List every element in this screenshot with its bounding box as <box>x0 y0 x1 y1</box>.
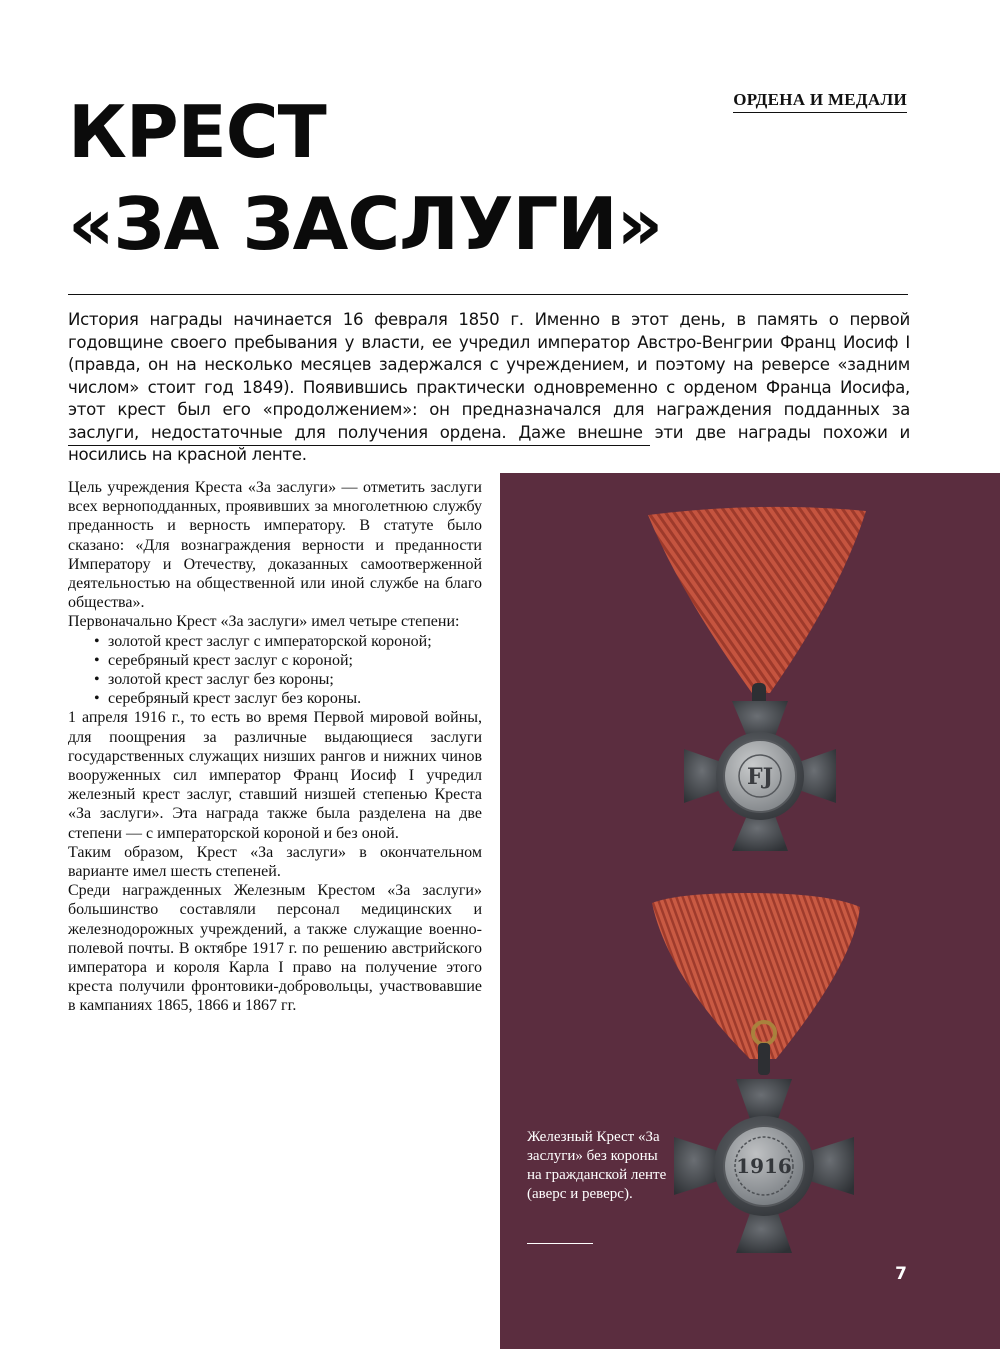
body-paragraph-5: Среди награжденных Железным Крестом «За заслуги» большинство составляли персонал медицинских и железнодорожных учреждений, а также служащие военно-полевой почты. В октябре 1917 г. по решению австрийского императора и короля Карла I право на получение этого креста получили фронтовики-добровольцы, участвовавшие в кампаниях 1865, 1866 и 1867 гг. <box>68 882 482 1015</box>
ribbon-shape <box>648 507 866 693</box>
body-paragraph-1: Цель учреждения Креста «За заслуги» — отметить заслуги всех верноподданных, проявивших за многолетнюю службу преданность и верность императору. В статуте было сказано: «Для вознаграждения верности и преданности Императору и Отечеству, доказанных самоотверженной деятельностью на общественной или иной службе на благо общества». <box>68 479 482 612</box>
body-paragraph-4: Таким образом, Крест «За заслуги» в окончательном варианте имел шесть степеней. <box>68 843 482 881</box>
iron-cross-reverse <box>674 1079 854 1253</box>
caption-underline <box>527 1243 593 1244</box>
medal-reverse-image <box>648 893 868 1293</box>
list-item: • золотой крест заслуг без короны; <box>96 670 482 689</box>
lead-paragraph: История награды начинается 16 февраля 1850 г. Именно в этот день, в память о первой годовщине своего пребывания у власти, ее учредил император Австро-Венгрии Франц Иосиф I (правда, он на несколько месяцев задержался с учреждением, и поэтому на реверсе «задним числом» стоит год 1849). Появившись практически одновременно с орденом Франца Иосифа, этот крест был его «продолжением»: он предназначался для награждения подданных за заслуги, недостаточные для получения ордена. Даже внешне эти две награды похожи и носились на красной ленте. <box>68 310 910 464</box>
title-line-1: КРЕСТ <box>68 90 326 174</box>
page-number: 7 <box>895 1264 907 1284</box>
body-paragraph-3: 1 апреля 1916 г., то есть во время Первой мировой войны, для поощрения за различные выдающиеся заслуги государственных служащих низших рангов и нижних чинов вооруженных сил император Франц Иосиф I учредил железный крест заслуг, ставший низшей степенью Креста «За заслуги». Эта награда также была разделена на две степени — с императорской короной и без оной. <box>68 709 482 842</box>
medal-year: 1916 <box>736 1154 792 1178</box>
photo-panel <box>500 473 1000 1349</box>
title-line-2: «ЗА ЗАСЛУГИ» <box>68 182 663 266</box>
photo-caption: Железный Крест «За заслуги» без короны на гражданской ленте (аверс и реверс). <box>527 1129 667 1202</box>
section-label: ОРДЕНА И МЕДАЛИ <box>733 90 907 113</box>
body-paragraph-2: Первоначально Крест «За заслуги» имел четыре степени: <box>68 613 460 631</box>
body-column <box>68 478 482 1016</box>
list-item: • серебряный крест заслуг с короной; <box>96 651 482 670</box>
ribbon-shape <box>652 893 860 1059</box>
iron-cross-obverse <box>684 701 836 851</box>
list-item: • золотой крест заслуг с императорской короной; <box>96 632 482 651</box>
medal-monogram: FJ <box>746 764 774 790</box>
lead-divider <box>68 445 650 446</box>
top-divider <box>68 294 908 295</box>
list-item: • серебряный крест заслуг без короны. <box>96 689 482 708</box>
degrees-list <box>68 632 482 709</box>
page-title <box>68 86 662 270</box>
medal-obverse-image <box>640 503 880 863</box>
